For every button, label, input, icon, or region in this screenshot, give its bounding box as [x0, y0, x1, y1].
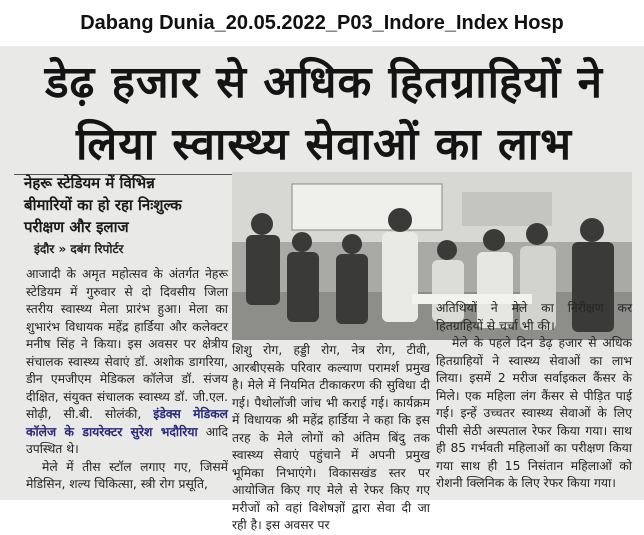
newspaper-clipping	[0, 46, 644, 532]
dateline: इंदौर » दबंग रिपोर्टर	[34, 242, 124, 256]
paragraph: मेले के पहले दिन डेढ़ हजार से अधिक हितग्राहियों ने स्वास्थ्य सेवाओं का लाभ लिया। इसमें 2 मरीज सर्वाइकल कैंसर के मिले। एक महिला लंग कैंसर से पीड़ित पाई गई। इन्हें उच्चतर स्वास्थ्य सेवाओं के लिए पीसी सेठी अस्पताल रेफर किया गया। साथ ही 85 गर्भवती महिलाओं का परीक्षण किया गया साथ ही 15 निसंतान महिलाओं को रोशनी क्लिनिक के लिए रेफर किया गया।	[436, 336, 632, 490]
paragraph-text: आदि उपस्थित थे।	[26, 424, 228, 456]
article-column-3	[436, 300, 632, 493]
highlighted-text: इंडेक्स मेडिकल कॉलेज के डायरेक्टर सुरेश भदौरिया	[26, 407, 228, 439]
subheadline-line-1: नेहरू स्टेडियम में विभिन्न	[24, 174, 155, 192]
headline-line-1: डेढ़ हजार से अधिक हितग्राहियों ने	[44, 57, 604, 108]
subheadline-line-2: बीमारियों का हो रहा निःशुल्क	[24, 196, 182, 214]
headline-line-2: लिया स्वास्थ्य सेवाओं का लाभ	[75, 119, 573, 170]
paragraph	[26, 266, 228, 459]
paragraph: अतिथियों ने मेले का निरीक्षण कर हितग्राहियों से चर्चा भी की।	[436, 301, 632, 333]
document-caption: Dabang Dunia_20.05.2022_P03_Indore_Index Hosp	[80, 12, 564, 34]
subheadline-line-3: परीक्षण और इलाज	[24, 218, 129, 236]
paragraph-text: आजादी के अमृत महोत्सव के अंतर्गत नेहरू स्टेडियम में गुरुवार से दो दिवसीय जिला स्तरीय स्वास्थ्य मेला प्रारंभ हुआ। मेला का शुभारंभ विधायक महेंद्र हार्डिया और कलेक्टर मनीष सिंह ने किया। इस अवसर पर क्षेत्रीय संचालक स्वास्थ्य सेवाएं डॉ. अशोक डागरिया, डीन एमजीएम मेडिकल कॉलेज डॉ. संजय दीक्षित, संयुक्त संचालक स्वास्थ्य डॉ. जी.एल. सोढ़ी, सी.बी. सोलंकी,	[26, 267, 228, 421]
paragraph: मेले में तीस स्टॉल लगाए गए, जिसमें मेडिसिन, शल्य चिकित्सा, स्त्री रोग प्रसूति,	[26, 459, 228, 491]
article-column-1	[26, 266, 228, 494]
article-column-2	[232, 342, 430, 535]
paragraph: शिशु रोग, हड्डी रोग, नेत्र रोग, टीवी, आरबीएसके परिवार कल्याण परामर्श प्रमुख है। मेले में नियमित टीकाकरण की सुविधा दी गई। पैथोलॉजी जांच भी कराई गई। कार्यक्रम में विधायक श्री महेंद्र हार्डिया ने कहा कि इस तरह के मेले लोगों को अंतिम बिंदु तक स्वास्थ्य सेवाएं पहुंचाने में अपनी प्रमुख भूमिका निभाएंगे। विकासखंड स्तर पर आयोजित किए गए मेले से रेफर किए गए मरीजों को वहां विशेषज्ञों द्वारा सेवा दी जा रही है। इस अवसर पर	[232, 343, 430, 532]
